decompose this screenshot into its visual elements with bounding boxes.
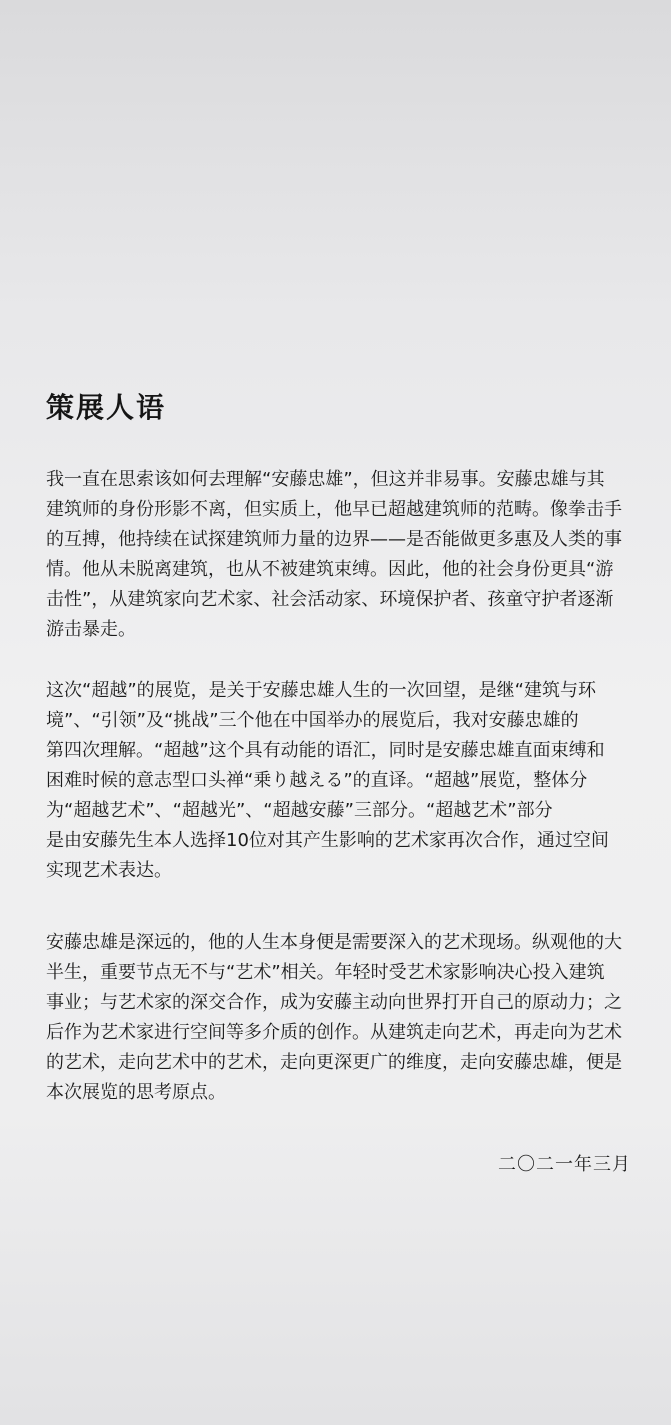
text-line: 困难时候的意志型口头禅“乗り越える”的直译。“超越”展览，整体分 [46,770,588,791]
paragraph-1 [46,465,646,645]
text-line: 的互搏，他持续在试探建筑师力量的边界——是否能做更多惠及人类的事 [46,529,622,550]
text-line: 游击暴走。 [46,619,136,640]
text-line: 安藤忠雄是深远的，他的人生本身便是需要深入的艺术现场。纵观他的大 [46,932,622,953]
text-line: 境”、“引领”及“挑战”三个他在中国举办的展览后，我对安藤忠雄的 [46,710,579,731]
text-line: 建筑师的身份形影不离，但实质上，他早已超越建筑师的范畴。像拳击手 [46,499,622,520]
text-line: 是由安藤先生本人选择10位对其产生影响的艺术家再次合作，通过空间 [46,830,609,851]
paragraph-2 [46,676,646,886]
text-line: 实现艺术表达。 [46,860,172,881]
text-line: 为“超越艺术”、“超越光”、“超越安藤”三部分。“超越艺术”部分 [46,800,553,821]
text-line: 我一直在思索该如何去理解“安藤忠雄”，但这并非易事。安藤忠雄与其 [46,469,605,490]
text-line: 击性”，从建筑家向艺术家、社会活动家、环境保护者、孩童守护者逐渐 [46,589,614,610]
text-line: 这次“超越”的展览，是关于安藤忠雄人生的一次回望，是继“建筑与环 [46,680,596,701]
date-signature: 二〇二一年三月 [498,1154,631,1175]
text-line: 的艺术，走向艺术中的艺术，走向更深更广的维度，走向安藤忠雄，便是 [46,1052,622,1073]
text-line: 后作为艺术家进行空间等多介质的创作。从建筑走向艺术，再走向为艺术 [46,1022,622,1043]
page-title: 策展人语 [46,391,167,424]
text-line: 本次展览的思考原点。 [46,1082,226,1103]
paragraph-3 [46,928,646,1108]
text-line: 情。他从未脱离建筑，也从不被建筑束缚。因此，他的社会身份更具“游 [46,559,614,580]
text-line: 半生，重要节点无不与“艺术”相关。年轻时受艺术家影响决心投入建筑 [46,962,605,983]
text-line: 第四次理解。“超越”这个具有动能的语汇，同时是安藤忠雄直面束缚和 [46,740,605,761]
text-line: 事业；与艺术家的深交合作，成为安藤主动向世界打开自己的原动力；之 [46,992,622,1013]
